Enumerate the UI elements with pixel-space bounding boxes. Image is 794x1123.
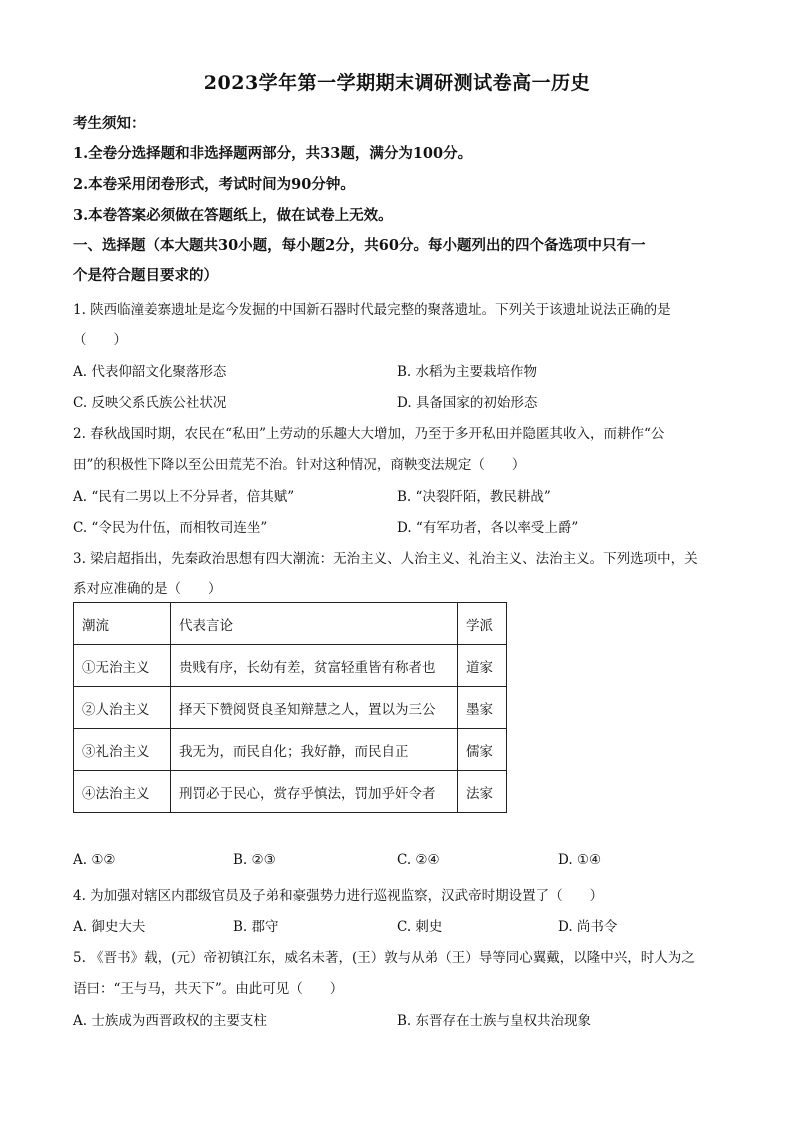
question-2-text: 2. 春秋战国时期，农民在“私田”上劳动的乐趣大大增加，乃至于多开私田并隐匿其收入，而耕作“公 [73,426,665,442]
question-5-text: 5. 《晋书》载，(元）帝初镇江东，威名未著，(王）敦与从弟（王）导等同心翼戴，以隆中兴，时人为之 [73,950,695,966]
question-1-blank: （ ） [73,332,127,348]
question-4-text: 4. 为加强对辖区内郡级官员及子弟和豪强势力进行巡视监察，汉武帝时期设置了（ ） [73,888,604,904]
table-cell: 法家 [458,771,507,813]
table-cell: ④法治主义 [74,771,171,813]
option-d: D. 具备国家的初始形态 [397,395,538,411]
table-header: 代表言论 [171,603,458,645]
option-a: A. ①② [73,852,116,868]
notice-item: 2.本卷采用闭卷形式，考试时间为90分钟。 [73,176,355,193]
table-header: 学派 [458,603,507,645]
page-title: 2023学年第一学期期末调研测试卷高一历史 [203,72,591,94]
question-5-text-cont: 语曰：“王与马，共天下”。由此可见（ ） [73,981,344,997]
notice-item: 1.全卷分选择题和非选择题两部分，共33题，满分为100分。 [73,145,473,162]
table-row [74,771,507,813]
notice-heading: 考生须知： [73,115,146,132]
table-cell: 我无为，而民自化；我好静，而民自正 [171,729,458,771]
option-b: B. 郡守 [233,919,279,935]
option-a: A. “民有二男以上不分异者，倍其赋” [73,489,295,505]
table-cell: 道家 [458,645,507,687]
option-a: A. 代表仰韶文化聚落形态 [73,364,227,380]
option-c: C. 反映父系氏族公社状况 [73,395,227,411]
table-cell: ②人治主义 [74,687,171,729]
option-c: C. ②④ [397,852,440,868]
option-b: B. “决裂阡陌，教民耕战” [397,489,551,505]
table-header: 潮流 [74,603,171,645]
table-cell: 择天下赞阅贤良圣知辩慧之人，置以为三公 [171,687,458,729]
table-row [74,687,507,729]
option-b: B. 东晋存在士族与皇权共治现象 [397,1013,592,1029]
option-a: A. 御史大夫 [73,919,146,935]
option-b: B. ②③ [233,852,276,868]
table-cell: ③礼治主义 [74,729,171,771]
table-cell: 贵贱有序，长幼有差，贫富轻重皆有称者也 [171,645,458,687]
table-cell: 墨家 [458,687,507,729]
section-heading-cont: 个是符合题目要求的） [73,267,218,284]
option-d: D. 尚书令 [558,919,618,935]
option-a: A. 士族成为西晋政权的主要支柱 [73,1013,267,1029]
option-b: B. 水稻为主要栽培作物 [397,364,538,380]
option-d: D. “有军功者，各以率受上爵” [397,520,579,536]
question-2-text-cont: 田”的积极性下降以至公田荒芜不治。针对这种情况，商鞅变法规定（ ） [73,457,526,473]
thought-table [73,602,507,813]
question-3-text: 3. 梁启超指出，先秦政治思想有四大潮流：无治主义、人治主义、礼治主义、法治主义。下列选项中，关 [73,551,698,567]
table-row [74,645,507,687]
table-cell: 刑罚必于民心，赏存乎慎法，罚加乎奸令者 [171,771,458,813]
question-3-text-cont: 系对应准确的是（ ） [73,581,222,597]
option-c: C. “令民为什伍，而相牧司连坐” [73,520,268,536]
table-cell: ①无治主义 [74,645,171,687]
option-c: C. 刺史 [397,919,443,935]
table-header-row [74,603,507,645]
notice-item: 3.本卷答案必须做在答题纸上，做在试卷上无效。 [73,207,393,224]
table-cell: 儒家 [458,729,507,771]
section-heading: 一、选择题（本大题共30小题，每小题2分，共60分。每小题列出的四个备选项中只有一 [73,237,646,254]
question-1-text: 1. 陕西临潼姜寨遗址是迄今发掘的中国新石器时代最完整的聚落遗址。下列关于该遗址说法正确的是 [73,302,671,318]
option-d: D. ①④ [558,852,602,868]
table-row [74,729,507,771]
